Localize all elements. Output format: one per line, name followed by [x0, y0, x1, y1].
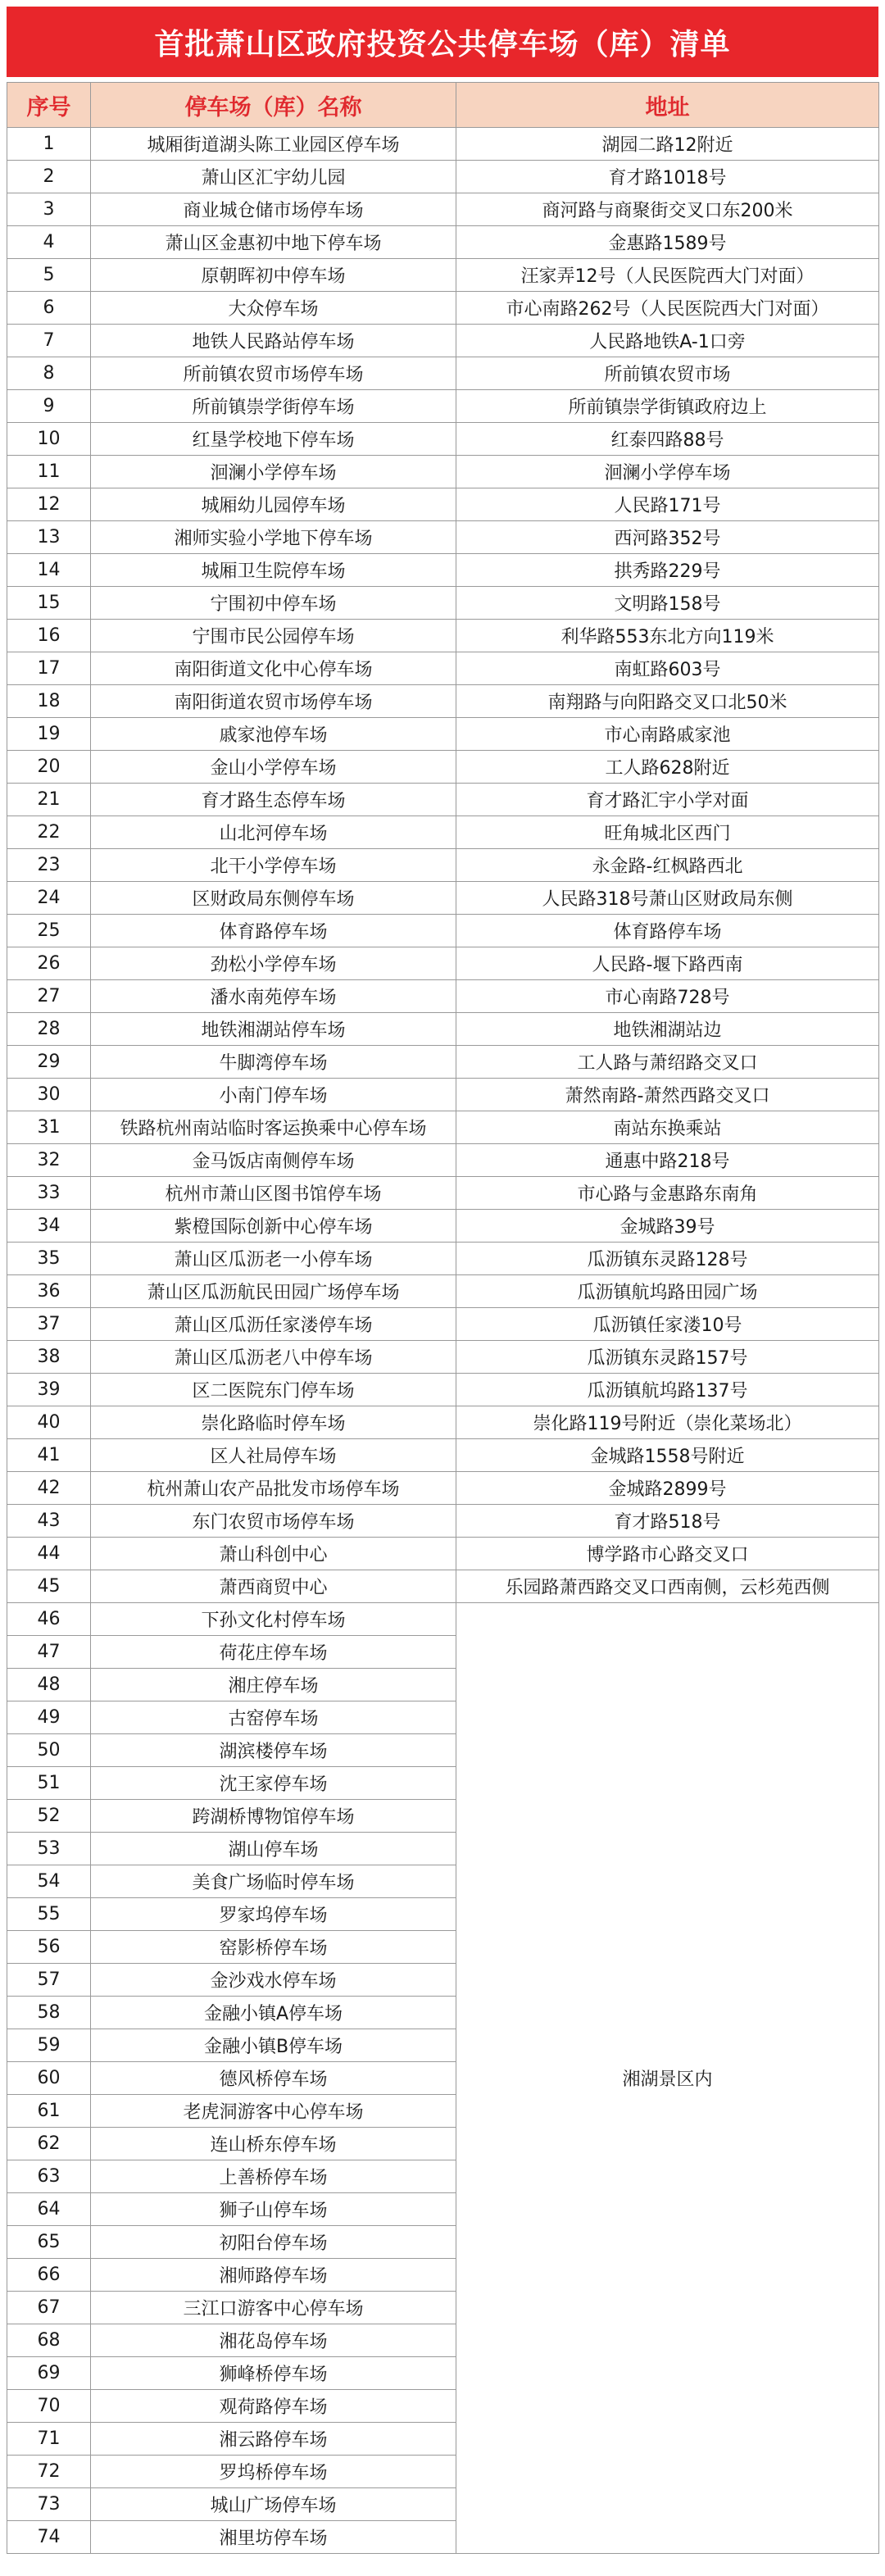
row-index: 64: [7, 2193, 91, 2226]
row-index: 5: [7, 259, 91, 292]
parking-address: 市心南路262号（人民医院西大门对面）: [456, 292, 879, 325]
parking-address: 育才路518号: [456, 1505, 879, 1538]
parking-name: 育才路生态停车场: [91, 784, 456, 816]
header-index: 序号: [7, 83, 91, 128]
parking-name: 体育路停车场: [91, 915, 456, 947]
table-row: [7, 161, 879, 193]
parking-address: 工人路628附近: [456, 751, 879, 784]
table-row: [7, 784, 879, 816]
parking-address: 汪家弄12号（人民医院西大门对面）: [456, 259, 879, 292]
table-row: [7, 1177, 879, 1210]
table-row: [7, 980, 879, 1013]
parking-name: 牛脚湾停车场: [91, 1046, 456, 1079]
parking-address: 市心南路戚家池: [456, 718, 879, 751]
row-index: 35: [7, 1243, 91, 1275]
parking-name: 城厢卫生院停车场: [91, 554, 456, 587]
row-index: 18: [7, 685, 91, 718]
parking-name: 老虎洞游客中心停车场: [91, 2095, 456, 2128]
row-index: 69: [7, 2357, 91, 2390]
row-index: 1: [7, 128, 91, 161]
table-row: [7, 1111, 879, 1144]
row-index: 72: [7, 2456, 91, 2488]
parking-address: 商河路与商聚街交叉口东200米: [456, 193, 879, 226]
parking-name: 区二医院东门停车场: [91, 1374, 456, 1406]
parking-address: 利华路553东北方向119米: [456, 620, 879, 652]
parking-address: 人民路171号: [456, 488, 879, 521]
parking-address: 文明路158号: [456, 587, 879, 620]
table-row: [7, 816, 879, 849]
parking-name: 南阳街道农贸市场停车场: [91, 685, 456, 718]
parking-name: 萧山区金惠初中地下停车场: [91, 226, 456, 259]
table-row: [7, 128, 879, 161]
table-row: [7, 718, 879, 751]
table-row: [7, 325, 879, 357]
row-index: 10: [7, 423, 91, 456]
parking-address: 崇化路119号附近（崇化菜场北）: [456, 1406, 879, 1439]
parking-name: 戚家池停车场: [91, 718, 456, 751]
parking-address: 拱秀路229号: [456, 554, 879, 587]
parking-name: 南阳街道文化中心停车场: [91, 652, 456, 685]
table-row: [7, 1570, 879, 1603]
header-address: 地址: [456, 83, 879, 128]
row-index: 28: [7, 1013, 91, 1046]
parking-address: 金城路2899号: [456, 1472, 879, 1505]
row-index: 58: [7, 1997, 91, 2029]
page-title: 首批萧山区政府投资公共停车场（库）清单: [154, 27, 731, 61]
parking-address: 所前镇崇学街镇政府边上: [456, 390, 879, 423]
parking-name: 铁路杭州南站临时客运换乘中心停车场: [91, 1111, 456, 1144]
table-row: [7, 1406, 879, 1439]
parking-name: 潘水南苑停车场: [91, 980, 456, 1013]
row-index: 43: [7, 1505, 91, 1538]
parking-name: 荷花庄停车场: [91, 1636, 456, 1669]
row-index: 13: [7, 521, 91, 554]
parking-name: 萧西商贸中心: [91, 1570, 456, 1603]
parking-name: 萧山区瓜沥老八中停车场: [91, 1341, 456, 1374]
parking-name: 跨湖桥博物馆停车场: [91, 1800, 456, 1833]
table-row: [7, 1538, 879, 1570]
row-index: 9: [7, 390, 91, 423]
parking-name: 湘师路停车场: [91, 2259, 456, 2292]
parking-name: 狮子山停车场: [91, 2193, 456, 2226]
row-index: 20: [7, 751, 91, 784]
parking-name: 湖山停车场: [91, 1833, 456, 1865]
parking-name: 德风桥停车场: [91, 2062, 456, 2095]
row-index: 32: [7, 1144, 91, 1177]
parking-name: 湘里坊停车场: [91, 2521, 456, 2554]
parking-name: 大众停车场: [91, 292, 456, 325]
parking-address: 瓜沥镇东灵路157号: [456, 1341, 879, 1374]
row-index: 54: [7, 1865, 91, 1898]
parking-name: 宁围初中停车场: [91, 587, 456, 620]
table-row: [7, 1210, 879, 1243]
parking-name: 城厢幼儿园停车场: [91, 488, 456, 521]
table-row: [7, 1472, 879, 1505]
parking-name: 宁围市民公园停车场: [91, 620, 456, 652]
table-row: [7, 423, 879, 456]
table-row: [7, 751, 879, 784]
table-row: [7, 1243, 879, 1275]
parking-address: 地铁湘湖站边: [456, 1013, 879, 1046]
row-index: 62: [7, 2128, 91, 2160]
parking-name: 地铁人民路站停车场: [91, 325, 456, 357]
header-row: [7, 83, 879, 128]
parking-address: 金城路39号: [456, 1210, 879, 1243]
parking-name: 观荷路停车场: [91, 2390, 456, 2423]
parking-address: 所前镇农贸市场: [456, 357, 879, 390]
parking-name: 洄澜小学停车场: [91, 456, 456, 488]
parking-name: 紫橙国际创新中心停车场: [91, 1210, 456, 1243]
parking-address: 瓜沥镇东灵路128号: [456, 1243, 879, 1275]
title-banner: [7, 7, 878, 77]
table-row: [7, 292, 879, 325]
row-index: 11: [7, 456, 91, 488]
parking-name: 萧山区瓜沥航民田园广场停车场: [91, 1275, 456, 1308]
row-index: 17: [7, 652, 91, 685]
row-index: 50: [7, 1734, 91, 1767]
parking-name: 下孙文化村停车场: [91, 1603, 456, 1636]
table-row: [7, 390, 879, 423]
parking-name: 狮峰桥停车场: [91, 2357, 456, 2390]
row-index: 61: [7, 2095, 91, 2128]
row-index: 52: [7, 1800, 91, 1833]
table-row: [7, 1341, 879, 1374]
parking-name: 湘师实验小学地下停车场: [91, 521, 456, 554]
parking-name: 萧山区瓜沥老一小停车场: [91, 1243, 456, 1275]
table-row: [7, 456, 879, 488]
parking-name: 商业城仓储市场停车场: [91, 193, 456, 226]
row-index: 48: [7, 1669, 91, 1701]
parking-address: 体育路停车场: [456, 915, 879, 947]
row-index: 70: [7, 2390, 91, 2423]
row-index: 57: [7, 1964, 91, 1997]
parking-address: 西河路352号: [456, 521, 879, 554]
table-row: [7, 488, 879, 521]
parking-address: 工人路与萧绍路交叉口: [456, 1046, 879, 1079]
parking-address: 旺角城北区西门: [456, 816, 879, 849]
row-index: 45: [7, 1570, 91, 1603]
row-index: 38: [7, 1341, 91, 1374]
merged-address: 湘湖景区内: [456, 1603, 879, 2554]
row-index: 21: [7, 784, 91, 816]
parking-address: 育才路1018号: [456, 161, 879, 193]
row-index: 31: [7, 1111, 91, 1144]
parking-address: 市心南路728号: [456, 980, 879, 1013]
parking-name: 罗坞桥停车场: [91, 2456, 456, 2488]
parking-name: 美食广场临时停车场: [91, 1865, 456, 1898]
table-row: [7, 620, 879, 652]
row-index: 40: [7, 1406, 91, 1439]
parking-address: 人民路318号萧山区财政局东侧: [456, 882, 879, 915]
table-row: [7, 226, 879, 259]
row-index: 73: [7, 2488, 91, 2521]
table-row: [7, 193, 879, 226]
table-row: [7, 587, 879, 620]
row-index: 2: [7, 161, 91, 193]
table-row: [7, 915, 879, 947]
parking-name: 金山小学停车场: [91, 751, 456, 784]
table-row: [7, 1144, 879, 1177]
parking-address: 湖园二路12附近: [456, 128, 879, 161]
table-row: [7, 1505, 879, 1538]
parking-address: 南虹路603号: [456, 652, 879, 685]
parking-name: 罗家坞停车场: [91, 1898, 456, 1931]
parking-address: 南翔路与向阳路交叉口北50米: [456, 685, 879, 718]
parking-name: 萧山区瓜沥任家溇停车场: [91, 1308, 456, 1341]
row-index: 51: [7, 1767, 91, 1800]
row-index: 65: [7, 2226, 91, 2259]
table-row: [7, 1013, 879, 1046]
table-row: [7, 652, 879, 685]
parking-name: 三江口游客中心停车场: [91, 2292, 456, 2324]
row-index: 36: [7, 1275, 91, 1308]
parking-address: 博学路市心路交叉口: [456, 1538, 879, 1570]
row-index: 60: [7, 2062, 91, 2095]
row-index: 30: [7, 1079, 91, 1111]
row-index: 44: [7, 1538, 91, 1570]
parking-name: 初阳台停车场: [91, 2226, 456, 2259]
parking-name: 湘花岛停车场: [91, 2324, 456, 2357]
row-index: 19: [7, 718, 91, 751]
parking-name: 劲松小学停车场: [91, 947, 456, 980]
parking-address: 瓜沥镇任家溇10号: [456, 1308, 879, 1341]
parking-name: 金马饭店南侧停车场: [91, 1144, 456, 1177]
row-index: 8: [7, 357, 91, 390]
row-index: 47: [7, 1636, 91, 1669]
parking-name: 东门农贸市场停车场: [91, 1505, 456, 1538]
row-index: 63: [7, 2160, 91, 2193]
parking-name: 崇化路临时停车场: [91, 1406, 456, 1439]
parking-name: 湘庄停车场: [91, 1669, 456, 1701]
parking-address: 永金路-红枫路西北: [456, 849, 879, 882]
parking-name: 金沙戏水停车场: [91, 1964, 456, 1997]
row-index: 33: [7, 1177, 91, 1210]
row-index: 34: [7, 1210, 91, 1243]
row-index: 66: [7, 2259, 91, 2292]
parking-address: 瓜沥镇航坞路田园广场: [456, 1275, 879, 1308]
parking-address: 红泰四路88号: [456, 423, 879, 456]
parking-name: 城厢街道湖头陈工业园区停车场: [91, 128, 456, 161]
row-index: 53: [7, 1833, 91, 1865]
parking-address: 育才路汇宇小学对面: [456, 784, 879, 816]
row-index: 29: [7, 1046, 91, 1079]
parking-name: 杭州市萧山区图书馆停车场: [91, 1177, 456, 1210]
parking-name: 北干小学停车场: [91, 849, 456, 882]
parking-address: 通惠中路218号: [456, 1144, 879, 1177]
parking-name: 窑影桥停车场: [91, 1931, 456, 1964]
row-index: 16: [7, 620, 91, 652]
parking-name: 古窑停车场: [91, 1701, 456, 1734]
table-row: [7, 1275, 879, 1308]
row-index: 27: [7, 980, 91, 1013]
row-index: 26: [7, 947, 91, 980]
parking-address: 金城路1558号附近: [456, 1439, 879, 1472]
parking-address: 金惠路1589号: [456, 226, 879, 259]
row-index: 4: [7, 226, 91, 259]
row-index: 6: [7, 292, 91, 325]
header-name: 停车场（库）名称: [91, 83, 456, 128]
row-index: 23: [7, 849, 91, 882]
row-index: 3: [7, 193, 91, 226]
row-index: 41: [7, 1439, 91, 1472]
row-index: 71: [7, 2423, 91, 2456]
table-row: [7, 1374, 879, 1406]
table-row: [7, 554, 879, 587]
parking-name: 沈王家停车场: [91, 1767, 456, 1800]
row-index: 56: [7, 1931, 91, 1964]
parking-name: 所前镇崇学街停车场: [91, 390, 456, 423]
table-row: [7, 947, 879, 980]
parking-name: 萧山区汇宇幼儿园: [91, 161, 456, 193]
table-row: [7, 357, 879, 390]
table-body: [7, 128, 879, 2554]
parking-name: 金融小镇B停车场: [91, 2029, 456, 2062]
parking-name: 湖滨楼停车场: [91, 1734, 456, 1767]
parking-address: 南站东换乘站: [456, 1111, 879, 1144]
parking-address: 瓜沥镇航坞路137号: [456, 1374, 879, 1406]
parking-name: 湘云路停车场: [91, 2423, 456, 2456]
parking-name: 小南门停车场: [91, 1079, 456, 1111]
parking-name: 区财政局东侧停车场: [91, 882, 456, 915]
table-row: [7, 1046, 879, 1079]
table-row: [7, 1308, 879, 1341]
row-index: 24: [7, 882, 91, 915]
table-row: [7, 685, 879, 718]
parking-name: 萧山科创中心: [91, 1538, 456, 1570]
parking-name: 地铁湘湖站停车场: [91, 1013, 456, 1046]
parking-name: 杭州萧山农产品批发市场停车场: [91, 1472, 456, 1505]
parking-list-table: [7, 82, 879, 2554]
parking-address: 人民路地铁A-1口旁: [456, 325, 879, 357]
row-index: 67: [7, 2292, 91, 2324]
parking-address: 萧然南路-萧然西路交叉口: [456, 1079, 879, 1111]
table-row: [7, 849, 879, 882]
parking-name: 金融小镇A停车场: [91, 1997, 456, 2029]
row-index: 46: [7, 1603, 91, 1636]
row-index: 42: [7, 1472, 91, 1505]
row-index: 7: [7, 325, 91, 357]
parking-name: 所前镇农贸市场停车场: [91, 357, 456, 390]
table-row: [7, 521, 879, 554]
row-index: 14: [7, 554, 91, 587]
parking-name: 连山桥东停车场: [91, 2128, 456, 2160]
parking-name: 红垦学校地下停车场: [91, 423, 456, 456]
parking-address: 洄澜小学停车场: [456, 456, 879, 488]
parking-address: 市心路与金惠路东南角: [456, 1177, 879, 1210]
table-row: [7, 1603, 879, 1636]
table-row: [7, 1439, 879, 1472]
parking-name: 城山广场停车场: [91, 2488, 456, 2521]
row-index: 68: [7, 2324, 91, 2357]
row-index: 74: [7, 2521, 91, 2554]
table-row: [7, 259, 879, 292]
parking-name: 区人社局停车场: [91, 1439, 456, 1472]
row-index: 59: [7, 2029, 91, 2062]
row-index: 39: [7, 1374, 91, 1406]
row-index: 37: [7, 1308, 91, 1341]
parking-address: 人民路-堰下路西南: [456, 947, 879, 980]
parking-name: 原朝晖初中停车场: [91, 259, 456, 292]
table-row: [7, 1079, 879, 1111]
row-index: 15: [7, 587, 91, 620]
row-index: 12: [7, 488, 91, 521]
table-header: [7, 83, 879, 128]
table-row: [7, 882, 879, 915]
row-index: 22: [7, 816, 91, 849]
row-index: 55: [7, 1898, 91, 1931]
row-index: 49: [7, 1701, 91, 1734]
row-index: 25: [7, 915, 91, 947]
parking-name: 山北河停车场: [91, 816, 456, 849]
parking-address: 乐园路萧西路交叉口西南侧，云杉苑西侧: [456, 1570, 879, 1603]
parking-name: 上善桥停车场: [91, 2160, 456, 2193]
